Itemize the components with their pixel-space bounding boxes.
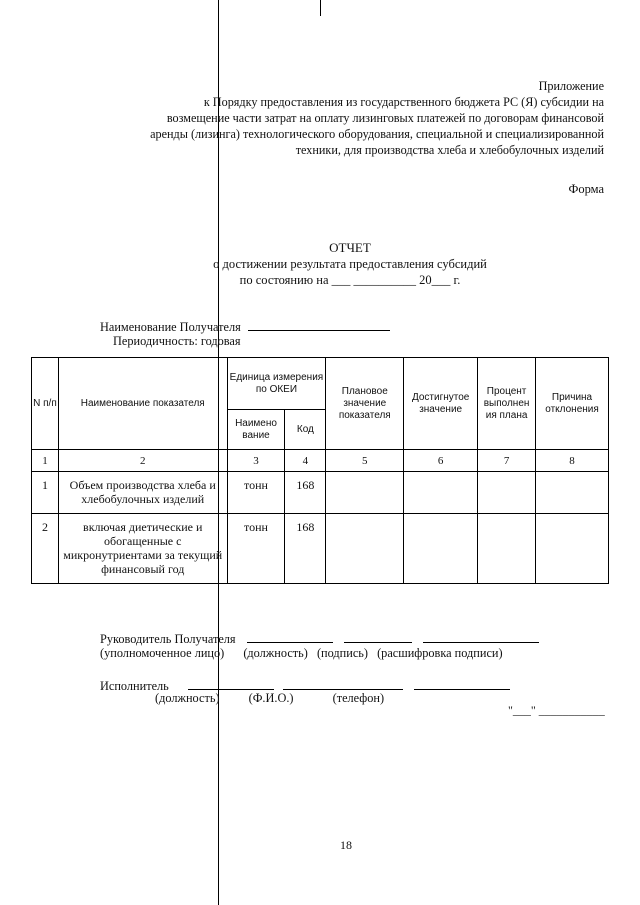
head-signature-line [100,630,539,647]
row-unit: тонн [227,514,285,584]
header-unit-group: Единица измерения по ОКЕИ [227,358,326,410]
row-code: 168 [285,472,326,514]
appendix-header [150,78,604,158]
executor-position-caption: (должность) [155,691,220,705]
row-percent[interactable] [478,472,536,514]
executor-captions [155,691,384,706]
header-achieved: Достигнутое значение [404,358,478,450]
appendix-line: возмещение части затрат на оплату лизинговых платежей по договорам финансовой [166,111,604,125]
header-unit-code: Код [285,410,326,450]
head-sub-label: (уполномоченное лицо) [100,646,225,660]
row-indicator: Объем производства хлеба и хлебобулочных изделий [58,472,227,514]
row-code: 168 [285,514,326,584]
column-number: 4 [285,450,326,472]
scan-vertical-line-top [320,0,321,16]
report-title: ОТЧЕТ [329,240,371,255]
report-table [31,357,609,584]
date-line[interactable]: "___" ___________ [508,703,605,717]
header-reason: Причина отклонения [536,358,609,450]
row-reason[interactable] [536,514,609,584]
column-number: 2 [58,450,227,472]
column-number: 1 [32,450,59,472]
column-number: 3 [227,450,285,472]
head-signature-captions [100,646,503,661]
row-unit: тонн [227,472,285,514]
row-achieved[interactable] [404,514,478,584]
appendix-line: техники, для производства хлеба и хлебобулочных изделий [295,143,604,157]
executor-phone-caption: (телефон) [332,691,385,705]
appendix-line: аренды (лизинга) технологического оборудования, специальной и специализированной [150,127,604,141]
executor-phone-blank[interactable] [414,677,510,690]
table-row [32,472,609,514]
column-number: 5 [326,450,404,472]
header-unit-name: Наимено вание [227,410,285,450]
appendix-line: к Порядку предоставления из государственного бюджета РС (Я) субсидии на [203,95,604,109]
row-reason[interactable] [536,472,609,514]
row-indicator: включая диетические и обогащенные с микронутриентами за текущий финансовый год [58,514,227,584]
appendix-line: Приложение [538,79,604,93]
row-achieved[interactable] [404,472,478,514]
header-percent: Процент выполнен ия плана [478,358,536,450]
decryption-caption: (расшифровка подписи) [377,646,503,660]
head-signature-blank[interactable] [344,630,412,643]
head-label: Руководитель Получателя [100,632,236,646]
page-number: 18 [340,838,352,852]
report-title-block [150,240,550,288]
report-date-line: по состоянию на ___ __________ 20___ г. [239,273,461,287]
header-indicator: Наименование показателя [58,358,227,450]
column-number: 8 [536,450,609,472]
periodicity: Периодичность: годовая [113,334,241,348]
executor-name-blank[interactable] [283,677,403,690]
table-row [32,514,609,584]
recipient-blank[interactable] [248,318,390,331]
column-number: 6 [404,450,478,472]
header-planned: Плановое значение показателя [326,358,404,450]
report-subtitle: о достижении результата предоставления субсидий [213,257,487,271]
row-percent[interactable] [478,514,536,584]
head-decryption-blank[interactable] [423,630,539,643]
row-num: 1 [32,472,59,514]
recipient-line [100,318,390,335]
row-planned[interactable] [326,472,404,514]
recipient-label: Наименование Получателя [100,320,241,334]
column-number: 7 [478,450,536,472]
header-num: N п/п [32,358,59,450]
signature-caption: (подпись) [316,646,368,660]
executor-label: Исполнитель [100,679,169,693]
row-num: 2 [32,514,59,584]
row-planned[interactable] [326,514,404,584]
head-position-blank[interactable] [247,630,333,643]
form-label: Форма [568,182,604,196]
position-caption: (должность) [243,646,308,660]
executor-name-caption: (Ф.И.О.) [248,691,294,705]
executor-position-blank[interactable] [188,677,274,690]
